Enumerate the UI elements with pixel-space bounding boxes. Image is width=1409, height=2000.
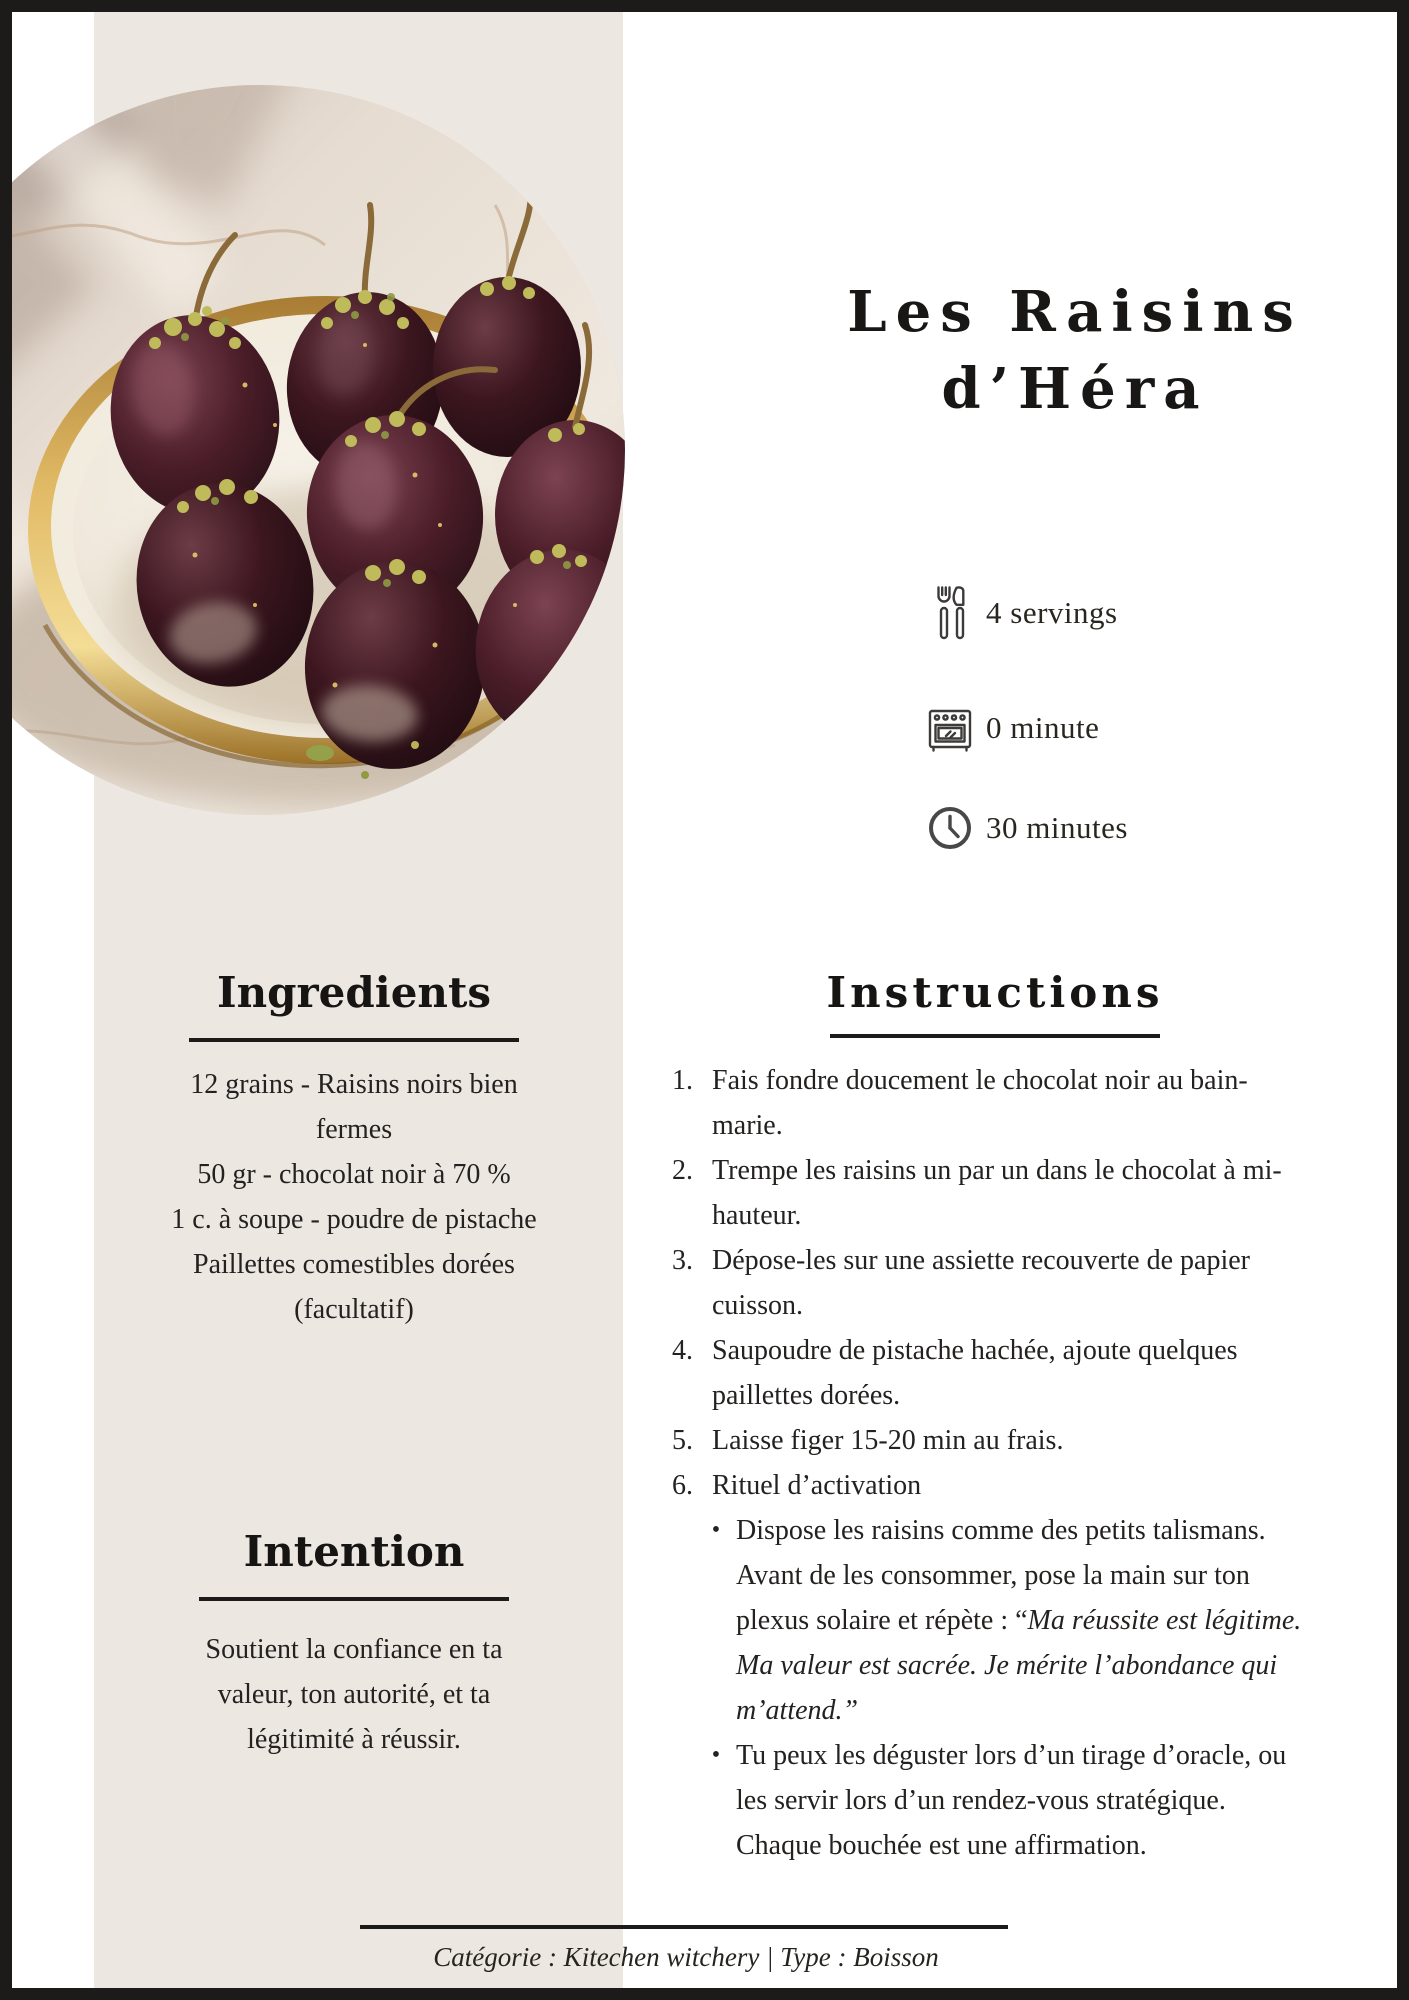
ingredients-list [156, 1062, 552, 1332]
instruction-step [672, 1463, 1317, 1508]
step-marker: 5. [672, 1425, 693, 1456]
intention-divider [199, 1597, 509, 1601]
footer-category: Catégorie : Kitechen witchery | Type : Boisson [433, 1942, 939, 1972]
instruction-step [672, 1418, 1317, 1463]
step-marker: 3. [672, 1245, 693, 1276]
step-marker: 2. [672, 1155, 693, 1186]
step-text: Saupoudre de pistache hachée, ajoute quelques paillettes dorées. [712, 1335, 1238, 1411]
cook-time-row [926, 700, 1099, 756]
instruction-step [672, 1058, 1317, 1148]
instructions-section [650, 968, 1340, 1868]
list-item: 1 c. à soupe - poudre de pistache [171, 1204, 537, 1235]
step-marker: • [711, 1517, 721, 1543]
instructions-list [650, 1058, 1317, 1868]
instructions-divider [830, 1034, 1160, 1038]
instruction-bullet [672, 1508, 1317, 1733]
step-marker: 6. [672, 1470, 693, 1501]
instruction-step [672, 1328, 1317, 1418]
instruction-step [672, 1148, 1317, 1238]
clock-icon [926, 805, 974, 851]
ingredients-heading: Ingredients [216, 968, 492, 1017]
page-title: Les Raisins d’Héra [847, 278, 1303, 422]
list-item: 50 gr - chocolat noir à 70 % [197, 1159, 511, 1190]
step-text: Fais fondre doucement le chocolat noir au bain-marie. [712, 1065, 1248, 1141]
servings-label: 4 servings [986, 595, 1118, 630]
step-text: Trempe les raisins un par un dans le chocolat à mi-hauteur. [712, 1155, 1282, 1231]
step-text: Dispose les raisins comme des petits talismans. Avant de les consommer, pose la main sur ton plexus solaire et répète : “Ma réussite est légitime. Ma valeur est sacrée. Je mérite l’abondance qui m’attend.” [736, 1515, 1302, 1726]
intention-text: Soutient la confiance en ta valeur, ton autorité, et ta légitimité à réussir. [205, 1634, 503, 1755]
oven-icon [926, 704, 974, 752]
intention-section [134, 1527, 574, 1762]
intention-heading: Intention [243, 1527, 465, 1576]
instruction-bullet [672, 1733, 1317, 1868]
step-text: Dépose-les sur une assiette recouverte de papier cuisson. [712, 1245, 1250, 1321]
step-marker: • [711, 1742, 721, 1768]
total-time-label: 30 minutes [986, 810, 1128, 845]
ingredients-section [134, 968, 574, 1332]
step-marker: 1. [672, 1065, 693, 1096]
instructions-heading: Instructions [826, 968, 1164, 1017]
footer-divider [360, 1925, 1008, 1929]
list-item: 12 grains - Raisins noirs bien fermes [190, 1069, 518, 1145]
total-time-row [926, 800, 1128, 856]
fork-knife-icon [926, 586, 974, 640]
ingredients-divider [189, 1038, 519, 1042]
step-text: Tu peux les déguster lors d’un tirage d’oracle, ou les servir lors d’un rendez-vous stratégique. Chaque bouchée est une affirmation. [736, 1740, 1287, 1861]
cook-time-label: 0 minute [986, 710, 1100, 745]
instruction-step [672, 1238, 1317, 1328]
servings-row [926, 585, 1118, 641]
step-text: Laisse figer 15-20 min au frais. [712, 1425, 1064, 1456]
step-marker: 4. [672, 1335, 693, 1366]
step-text: Rituel d’activation [712, 1470, 922, 1501]
list-item: Paillettes comestibles dorées (facultatif) [193, 1249, 515, 1325]
